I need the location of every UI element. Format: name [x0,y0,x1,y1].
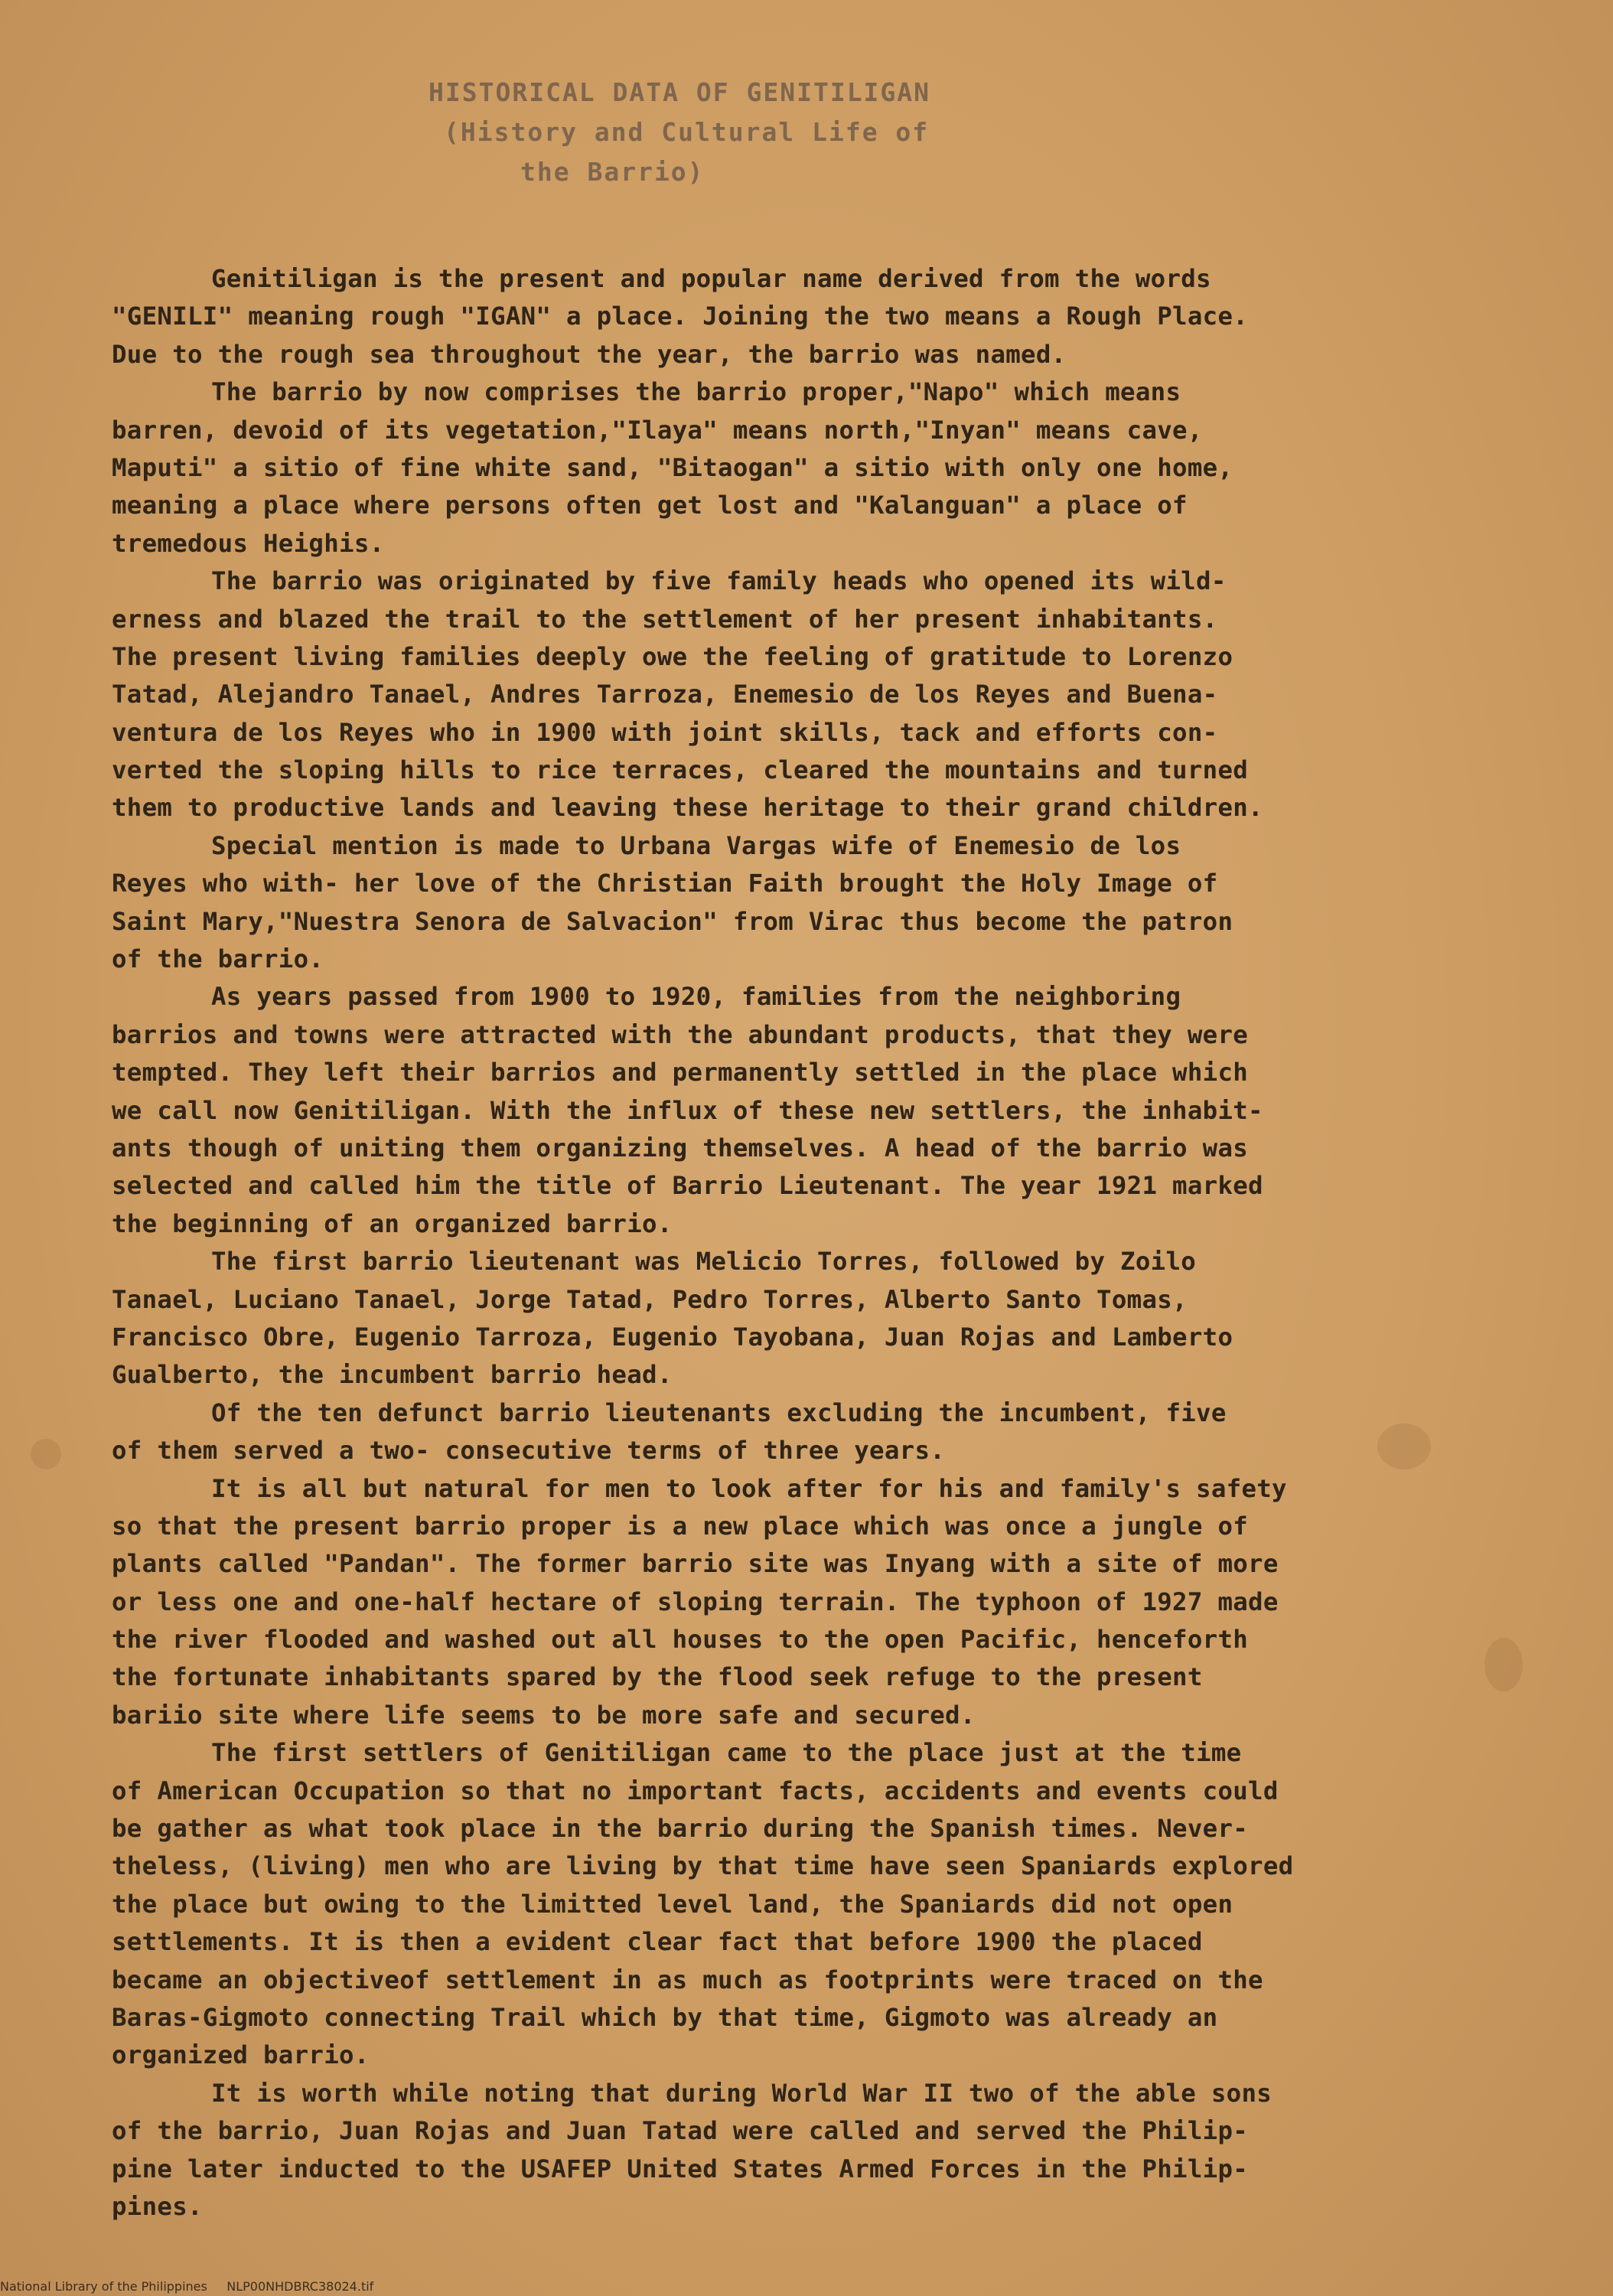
body-line: ants though of uniting them organizing themselves. A head of the barrio was [112,1133,1249,1163]
title-line-1: HISTORICAL DATA OF GENITILIGAN [429,77,931,107]
body-line: ventura de los Reyes who in 1900 with joint skills, tack and efforts con- [112,717,1218,747]
body-line: "GENILI" meaning rough "IGAN" a place. Joining the two means a Rough Place. [112,302,1249,331]
body-line: Saint Mary,"Nuestra Senora de Salvacion" from Virac thus become the patron [112,906,1233,936]
body-line: erness and blazed the trail to the settlement of her present inhabitants. [112,604,1218,634]
body-line: Due to the rough sea throughout the year, the barrio was named. [112,339,1067,369]
body-line: so that the present barrio proper is a new place which was once a jungle of [112,1511,1249,1541]
body-line: Of the ten defunct barrio lieutenants excluding the incumbent, five [211,1397,1227,1427]
paper-stain [31,1439,61,1469]
body-line: The barrio by now comprises the barrio proper,"Napo" which means [211,377,1181,407]
body-line: The first barrio lieutenant was Melicio Torres, followed by Zoilo [211,1247,1197,1277]
body-line: Baras-Gigmoto connecting Trail which by that time, Gigmoto was already an [112,2002,1218,2032]
body-line: meaning a place where persons often get lost and "Kalanguan" a place of [112,491,1188,520]
body-line: Francisco Obre, Eugenio Tarroza, Eugenio Tayobana, Juan Rojas and Lamberto [112,1322,1233,1352]
body-line: verted the sloping hills to rice terraces, cleared the mountains and turned [112,755,1249,785]
body-line: the river flooded and washed out all houses to the open Pacific, henceforth [112,1625,1249,1655]
body-line: Reyes who with- her love of the Christian Faith brought the Holy Image of [112,869,1218,899]
body-line: The first settlers of Genitiligan came to the place just at the time [211,1738,1242,1768]
body-line: be gather as what took place in the barrio during the Spanish times. Never- [112,1814,1249,1844]
scan-footer: National Library of the Philippines NLP00NHDBRC38024.tif [0,2279,374,2294]
body-line: of the barrio. [112,944,324,974]
body-line: the fortunate inhabitants spared by the flood seek refuge to the present [112,1662,1203,1692]
title-line-2: (History and Cultural Life of [444,117,930,147]
body-line: tremedous Heighis. [112,528,385,558]
body-line: of the barrio, Juan Rojas and Juan Tatad were called and served the Philip- [112,2116,1249,2146]
body-line: The barrio was originated by five family heads who opened its wild- [211,566,1227,596]
body-line: barren, devoid of its vegetation,"Ilaya" means north,"Inyan" means cave, [112,415,1203,445]
body-line: pine later inducted to the USAFEP United States Armed Forces in the Philip- [112,2154,1249,2183]
body-line: It is all but natural for men to look after for his and family's safety [211,1473,1287,1503]
body-line: bariio site where life seems to be more safe and secured. [112,1700,976,1730]
body-line: theless, (living) men who are living by that time have seen Spaniards explored [112,1851,1294,1881]
body-line: or less one and one-half hectare of sloping terrain. The typhoon of 1927 made [112,1587,1279,1616]
body-line: pines. [112,2191,203,2221]
body-line: selected and called him the title of Barrio Lieutenant. The year 1921 marked [112,1171,1263,1201]
body-line: barrios and towns were attracted with the abundant products, that they were [112,1019,1249,1049]
document-title [429,73,930,192]
body-line: As years passed from 1900 to 1920, families from the neighboring [211,982,1181,1012]
body-line: It is worth while noting that during World War II two of the able sons [211,2078,1272,2108]
body-line: Tatad, Alejandro Tanael, Andres Tarroza, Enemesio de los Reyes and Buena- [112,680,1218,709]
body-line: tempted. They left their barrios and permanently settled in the place which [112,1058,1249,1088]
body-line: them to productive lands and leaving these heritage to their grand children. [112,793,1263,823]
body-line: The present living families deeply owe the feeling of gratitude to Lorenzo [112,641,1233,671]
body-line: the beginning of an organized barrio. [112,1208,673,1238]
body-line: we call now Genitiligan. With the influx of these new settlers, the inhabit- [112,1095,1263,1125]
body-line: plants called "Pandan". The former barrio site was Inyang with a site of more [112,1549,1279,1579]
body-line: the place but owing to the limitted level land, the Spaniards did not open [112,1889,1233,1919]
body-line: of them served a two- consecutive terms of three years. [112,1436,946,1466]
body-line: Genitiligan is the present and popular name derived from the words [211,264,1211,293]
body-line: of American Occupation so that no important facts, accidents and events could [112,1776,1279,1805]
title-line-3: the Barrio) [520,157,705,187]
document-body [112,260,1566,2226]
body-line: Tanael, Luciano Tanael, Jorge Tatad, Pedro Torres, Alberto Santo Tomas, [112,1284,1188,1314]
body-line: organized barrio. [112,2040,370,2070]
body-line: Maputi" a sitio of fine white sand, "Bitaogan" a sitio with only one home, [112,452,1233,482]
body-line: settlements. It is then a evident clear fact that before 1900 the placed [112,1927,1203,1957]
body-line: Gualberto, the incumbent barrio head. [112,1360,673,1390]
body-line: became an objectiveof settlement in as much as footprints were traced on the [112,1965,1263,1994]
body-line: Special mention is made to Urbana Vargas wife of Enemesio de los [211,830,1181,860]
